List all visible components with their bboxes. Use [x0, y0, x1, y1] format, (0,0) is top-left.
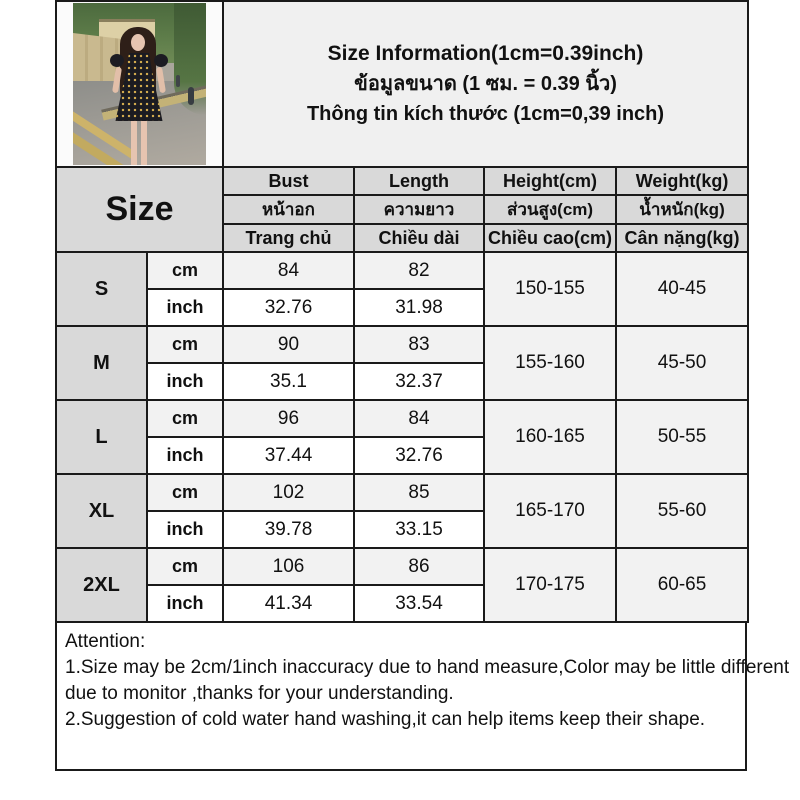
title-thai: ข้อมูลขนาด (1 ซม. = 0.39 นิ้ว)	[354, 73, 617, 95]
unit-inch: inch	[147, 363, 223, 400]
product-photo	[73, 3, 206, 165]
unit-cm: cm	[147, 400, 223, 437]
weight-range: 50-55	[616, 400, 748, 474]
attention-heading: Attention:	[65, 631, 146, 652]
model-arm	[156, 67, 166, 94]
title-english: Size Information(1cm=0.39inch)	[327, 42, 644, 65]
model-leg	[131, 119, 137, 165]
bust-cm-value: 84	[223, 252, 354, 289]
height-range: 160-165	[484, 400, 616, 474]
length-inch-value: 32.76	[354, 437, 484, 474]
bust-cm-value: 106	[223, 548, 354, 585]
length-inch-value: 33.15	[354, 511, 484, 548]
length-cm-value: 85	[354, 474, 484, 511]
col-header-weight-en: Weight(kg)	[616, 167, 748, 195]
size-label-l: L	[56, 400, 147, 474]
col-header-length-vi: Chiều dài	[354, 224, 484, 252]
height-range: 155-160	[484, 326, 616, 400]
bust-cm-value: 102	[223, 474, 354, 511]
length-inch-value: 33.54	[354, 585, 484, 622]
title-vietnamese: Thông tin kích thước (1cm=0,39 inch)	[306, 103, 665, 125]
length-cm-value: 84	[354, 400, 484, 437]
col-header-length-th: ความยาว	[354, 195, 484, 224]
photo-bollard	[188, 87, 194, 105]
title-cell	[223, 1, 748, 167]
unit-inch: inch	[147, 437, 223, 474]
size-chart-table	[55, 0, 749, 623]
bust-cm-value: 90	[223, 326, 354, 363]
model-figure	[107, 27, 171, 165]
bust-cm-value: 96	[223, 400, 354, 437]
col-header-bust-en: Bust	[223, 167, 354, 195]
unit-inch: inch	[147, 511, 223, 548]
col-header-height-th: ส่วนสูง(cm)	[484, 195, 616, 224]
weight-range: 60-65	[616, 548, 748, 622]
length-cm-value: 83	[354, 326, 484, 363]
size-label-s: S	[56, 252, 147, 326]
weight-range: 45-50	[616, 326, 748, 400]
unit-cm: cm	[147, 326, 223, 363]
size-label-2xl: 2XL	[56, 548, 147, 622]
col-header-height-en: Height(cm)	[484, 167, 616, 195]
unit-inch: inch	[147, 289, 223, 326]
bust-inch-value: 32.76	[223, 289, 354, 326]
weight-range: 55-60	[616, 474, 748, 548]
bust-inch-value: 35.1	[223, 363, 354, 400]
dress-sleeve	[154, 54, 168, 67]
attention-line: 1.Size may be 2cm/1inch inaccuracy due to hand measure,Color may be little different	[65, 657, 790, 678]
model-face	[131, 34, 145, 51]
attention-line: due to monitor ,thanks for your understanding.	[65, 683, 454, 704]
length-inch-value: 31.98	[354, 289, 484, 326]
model-leg	[141, 119, 147, 165]
attention-line: 2.Suggestion of cold water hand washing,it can help items keep their shape.	[65, 709, 706, 730]
col-header-weight-th: น้ำหนัก(kg)	[616, 195, 748, 224]
unit-cm: cm	[147, 548, 223, 585]
col-header-weight-vi: Cân nặng(kg)	[616, 224, 748, 252]
height-range: 165-170	[484, 474, 616, 548]
bust-inch-value: 37.44	[223, 437, 354, 474]
size-label-m: M	[56, 326, 147, 400]
height-range: 170-175	[484, 548, 616, 622]
product-photo-cell	[56, 1, 223, 167]
dress-sleeve	[110, 54, 124, 67]
col-header-bust-vi: Trang chủ	[223, 224, 354, 252]
col-header-length-en: Length	[354, 167, 484, 195]
attention-note	[55, 621, 790, 771]
size-header: Size	[56, 167, 223, 252]
weight-range: 40-45	[616, 252, 748, 326]
col-header-height-vi: Chiều cao(cm)	[484, 224, 616, 252]
bust-inch-value: 39.78	[223, 511, 354, 548]
length-cm-value: 86	[354, 548, 484, 585]
length-cm-value: 82	[354, 252, 484, 289]
col-header-bust-th: หน้าอก	[223, 195, 354, 224]
unit-cm: cm	[147, 252, 223, 289]
unit-cm: cm	[147, 474, 223, 511]
height-range: 150-155	[484, 252, 616, 326]
photo-bollard	[176, 75, 180, 87]
content-wrap	[55, 0, 790, 771]
bust-inch-value: 41.34	[223, 585, 354, 622]
length-inch-value: 32.37	[354, 363, 484, 400]
unit-inch: inch	[147, 585, 223, 622]
size-label-xl: XL	[56, 474, 147, 548]
